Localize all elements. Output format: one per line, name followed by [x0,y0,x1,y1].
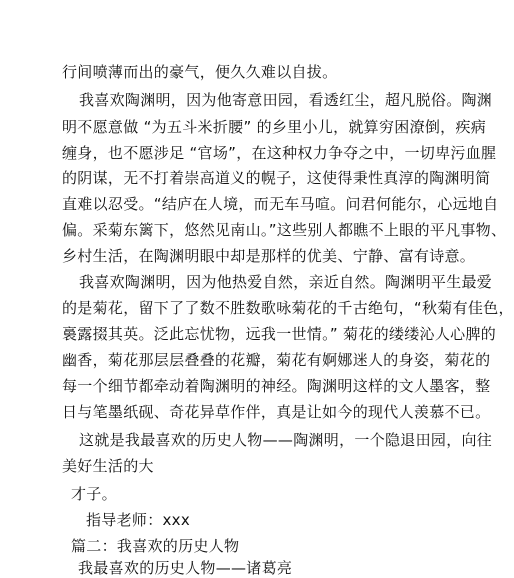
text-line: 明不愿意做 “为五斗米折腰” 的乡里小儿，就算穷困潦倒，疾病 [62,118,487,136]
text-line: 美好生活的大 [62,457,154,475]
text-line: 的阴谋，无不打着崇高道义的幌子，这使得秉性真淳的陶渊明简 [62,169,491,187]
cut-off-region [0,552,500,577]
paragraph-1-start: 我喜欢陶渊明，因为他寄意田园，看透红尘，超凡脱俗。陶渊 [79,91,493,109]
text-line: 日与笔墨纸砚、奇花异草作伴，真是让如今的现代人羡慕不已。 [62,403,491,421]
section-heading: 篇二：我喜欢的历史人物 [71,537,240,555]
text-line: 缠身，也不愿涉足 “官场”，在这种权力争夺之中，一切卑污血腥 [62,144,497,162]
cut-off-text-line: 我最喜欢的历史人物——诸葛亮 [78,559,293,577]
text-line: 的是菊花，留下了了数不胜数歌咏菊花的千古绝句，“秋菊有佳色， [62,299,514,317]
advisor-line: 指导老师：xxx [86,511,191,529]
text-line: 每一个细节都牵动着陶渊明的神经。陶渊明这样的文人墨客，整 [62,377,491,395]
text-line: 行间喷薄而出的豪气，便久久难以自拔。 [62,63,338,81]
text-line: 乡村生活，在陶渊明眼中却是那样的优美、宁静、富有诗意。 [62,247,476,265]
text-line: 裛露掇其英。泛此忘忧物，远我一世情。” 菊花的缕缕沁人心脾的 [62,325,497,343]
paragraph-2-start: 我喜欢陶渊明，因为他热爱自然，亲近自然。陶渊明平生最爱 [79,273,493,291]
text-line: 才子。 [71,485,117,503]
text-line: 直难以忍受。“结庐在人境，而无车马喧。问君何能尔，心远地自 [62,195,499,213]
text-line: 偏。采菊东篱下，悠然见南山。”这些别人都瞧不上眼的平凡事物、 [62,221,507,239]
paragraph-3-start: 这就是我最喜欢的历史人物——陶渊明，一个隐退田园，向往 [79,431,493,449]
text-line: 幽香，菊花那层层叠叠的花瓣，菊花有婀娜迷人的身姿，菊花的 [62,351,491,369]
